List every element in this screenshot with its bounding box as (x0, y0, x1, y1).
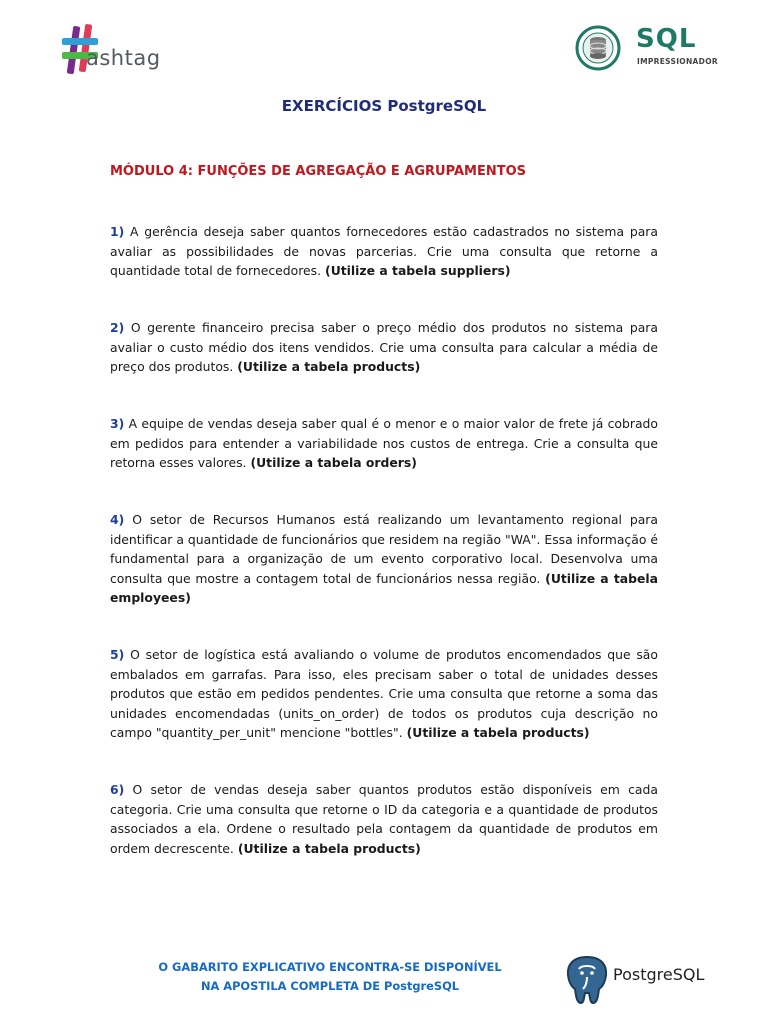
exercise-1 (110, 222, 658, 281)
footer-note (130, 958, 530, 996)
exercise-text: O setor de Recursos Humanos está realizando um levantamento regional para identificar a quantidade de funcionários que residem na região "WA". Essa informação é fundamental para a organização de um evento corporativo local. Desenvolva uma consulta que mostre a contagem total de funcionários nessa região. (110, 512, 658, 586)
sql-logo-subtitle: IMPRESSIONADOR (637, 57, 718, 66)
exercise-3 (110, 414, 658, 473)
postgresql-elephant-icon (563, 953, 611, 1007)
module-title: MÓDULO 4: FUNÇÕES DE AGREGAÇÃO E AGRUPAMENTOS (110, 164, 526, 179)
page-title: EXERCÍCIOS PostgreSQL (281, 97, 487, 115)
exercise-hint: (Utilize a tabela suppliers) (325, 263, 511, 279)
exercise-hint: (Utilize a tabela orders) (250, 455, 417, 471)
sql-logo-title: SQL (636, 24, 697, 54)
exercise-number: 5) (110, 647, 125, 662)
exercise-text: O setor de vendas deseja saber quantos produtos estão disponíveis em cada categoria. Crie uma consulta que retorne o ID da categoria e a quantidade de produtos associados a ela. Ordene o resultado pela contagem da quantidade de produtos em ordem decrescente. (110, 782, 658, 856)
postgresql-logo (563, 953, 713, 1009)
exercise-number: 4) (110, 512, 125, 527)
footer-line-1: O GABARITO EXPLICATIVO ENCONTRA-SE DISPONÍVEL (158, 960, 502, 974)
exercise-text: O gerente financeiro precisa saber o preço médio dos produtos no sistema para avaliar o custo médio dos itens vendidos. Crie uma consulta para calcular a média de preço dos produtos. (110, 320, 658, 375)
exercise-number: 6) (110, 782, 125, 797)
exercise-hint: (Utilize a tabela employees) (110, 570, 658, 606)
exercise-hint: (Utilize a tabela products) (237, 840, 421, 856)
exercise-2 (110, 318, 658, 377)
exercise-5 (110, 645, 658, 743)
hashtag-logo (60, 22, 184, 78)
exercise-number: 2) (110, 320, 125, 335)
sql-impressionador-logo (574, 24, 718, 72)
postgresql-logo-text: PostgreSQL (613, 965, 705, 984)
exercise-4 (110, 510, 658, 608)
exercise-text: A gerência deseja saber quantos fornecedores estão cadastrados no sistema para avaliar as possibilidades de novas parcerias. Crie uma consulta que retorne a quantidade total de fornecedores. (110, 224, 658, 279)
exercise-text: O setor de logística está avaliando o volume de produtos encomendados que são embalados em garrafas. Para isso, eles precisam saber o total de unidades desses produtos que estão em pedidos pendentes. Crie uma consulta que retorne a soma das unidades encomendadas (units_on_order) de todos os produtos cuja descrição no campo "quantity_per_unit" mencione "bottles". (110, 647, 658, 741)
exercise-hint: (Utilize a tabela products) (406, 725, 590, 741)
exercise-6 (110, 780, 658, 858)
footer-line-2: NA APOSTILA COMPLETA DE PostgreSQL (200, 979, 460, 993)
exercise-number: 1) (110, 224, 125, 239)
hashtag-logo-text: ashtag (86, 46, 161, 70)
exercise-text: A equipe de vendas deseja saber qual é o menor e o maior valor de frete já cobrado em pedidos para entender a variabilidade nos custos de entrega. Crie a consulta que retorna esses valores. (110, 416, 658, 471)
exercise-hint: (Utilize a tabela products) (237, 359, 421, 375)
exercise-number: 3) (110, 416, 125, 431)
database-icon (574, 24, 622, 72)
